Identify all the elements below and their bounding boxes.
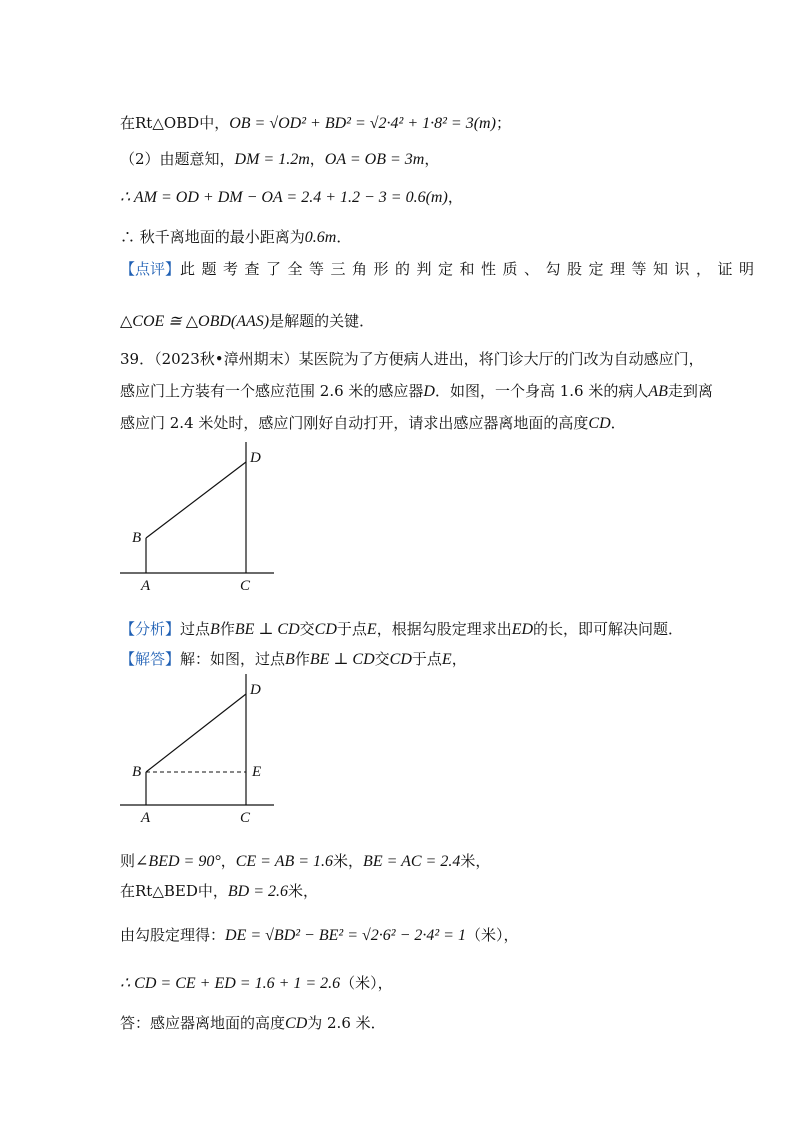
formula: ED <box>511 621 534 638</box>
formula: △COE ≅ △OBD(AAS) <box>120 313 270 330</box>
formula: ∴ AM = OD + DM − OA = 2.4 + 1.2 − 3 = 0.6(m) <box>120 189 448 206</box>
solution-line-1 <box>120 850 490 873</box>
formula: OA = OB = 3m <box>324 151 425 168</box>
line-am-calc <box>120 186 463 209</box>
text: 为 2.6 米． <box>307 1014 386 1032</box>
formula: CD <box>389 651 412 668</box>
text: （米）， <box>340 974 393 992</box>
answer-line <box>120 648 467 671</box>
formula: E <box>366 621 377 638</box>
problem-text: ．如图，一个身高 1.6 米的病人 <box>434 382 649 400</box>
analysis-line <box>120 618 683 641</box>
formula: BE ⊥ CD <box>234 621 300 638</box>
label-a: A <box>141 578 151 594</box>
formula: OB = √OD² + BD² = √2·4² + 1·8² = 3(m) <box>229 115 496 132</box>
comment-tag: 【点评】 <box>120 260 181 278</box>
formula: DM = 1.2m <box>234 151 310 168</box>
formula: BE ⊥ CD <box>309 651 375 668</box>
answer-tag: 【解答】 <box>120 650 181 668</box>
text: 的长，即可解决问题． <box>533 620 684 638</box>
text: 在Rt△BED中， <box>120 882 228 900</box>
text: ， <box>220 852 236 870</box>
label-b: B <box>132 764 142 780</box>
formula: ∠BED = 90° <box>135 853 221 870</box>
label-c: C <box>240 810 251 826</box>
text: 则 <box>120 852 136 870</box>
label-d: D <box>250 450 261 466</box>
formula: AB <box>648 383 668 400</box>
line-ob-calc <box>120 112 511 135</box>
text: （米）， <box>465 926 519 944</box>
solution-line-4 <box>120 972 393 995</box>
formula: D <box>423 383 435 400</box>
text: 在Rt△OBD中， <box>120 114 230 132</box>
text: 解：如图，过点 <box>180 650 286 668</box>
text: （2）由题意知， <box>120 150 235 168</box>
segment-bd <box>146 462 246 538</box>
label-e: E <box>252 764 262 780</box>
text: 米， <box>460 852 491 870</box>
text: ，根据勾股定理求出 <box>376 620 512 638</box>
formula: CD <box>314 621 337 638</box>
comment-congruence <box>120 310 374 333</box>
problem-line-3 <box>120 412 626 435</box>
label-d: D <box>250 682 261 698</box>
solution-line-5 <box>120 1012 386 1035</box>
text: ， <box>424 150 440 168</box>
problem-text: 走到离 <box>667 382 713 400</box>
line-min-distance <box>120 226 351 249</box>
figure-1-diagram <box>110 440 280 600</box>
formula: B <box>210 621 220 638</box>
text: 米， <box>287 882 318 900</box>
formula: E <box>441 651 452 668</box>
problem-text: 感应门 2.4 米处时，感应门刚好自动打开，请求出感应器离地面的高度 <box>120 414 589 432</box>
formula: CD <box>588 415 611 432</box>
formula: DE = √BD² − BE² = √2·6² − 2·4² = 1 <box>225 927 466 944</box>
formula: BE = AC = 2.4 <box>363 853 461 870</box>
text: 过点 <box>180 620 211 638</box>
solution-line-3 <box>120 924 518 947</box>
text: 是解题的关键． <box>269 312 375 330</box>
text: ． <box>336 228 352 246</box>
text: 于点 <box>336 620 367 638</box>
formula: 0.6m <box>304 229 337 246</box>
text: 作 <box>219 620 235 638</box>
text: 答：感应器离地面的高度 <box>120 1014 286 1032</box>
figure-2-diagram <box>110 672 280 832</box>
text: 交 <box>299 620 315 638</box>
comment-line <box>120 258 761 280</box>
segment-bd <box>146 694 246 772</box>
label-a: A <box>141 810 151 826</box>
problem-text: 感应门上方装有一个感应范围 2.6 米的感应器 <box>120 382 424 400</box>
solution-line-2 <box>120 880 318 903</box>
text: 米， <box>333 852 364 870</box>
label-b: B <box>132 530 142 546</box>
text: 由勾股定理得： <box>120 926 226 944</box>
problem-line-1 <box>120 348 704 370</box>
formula: CE = AB = 1.6 <box>235 853 334 870</box>
text: 于点 <box>411 650 442 668</box>
analysis-tag: 【分析】 <box>120 620 181 638</box>
problem-text: 39．（2023秋•漳州期末）某医院为了方便病人进出，将门诊大厅的门改为自动感应门， <box>120 350 704 368</box>
problem-text: ． <box>610 414 626 432</box>
text: ∴ 秋千离地面的最小距离为 <box>120 228 305 246</box>
text: ， <box>447 188 463 206</box>
formula: B <box>285 651 295 668</box>
comment-text: 此题考查了全等三角形的判定和性质、勾股定理等知识，证明 <box>180 260 761 278</box>
formula: ∴ CD = CE + ED = 1.6 + 1 = 2.6 <box>120 975 341 992</box>
label-c: C <box>240 578 251 594</box>
text: 作 <box>294 650 310 668</box>
text: ， <box>451 650 467 668</box>
formula: BD = 2.6 <box>227 883 288 900</box>
problem-line-2 <box>120 380 713 403</box>
formula: CD <box>285 1015 308 1032</box>
text: ； <box>495 114 511 132</box>
line-given <box>120 148 439 171</box>
text: ， <box>309 150 325 168</box>
text: 交 <box>374 650 390 668</box>
